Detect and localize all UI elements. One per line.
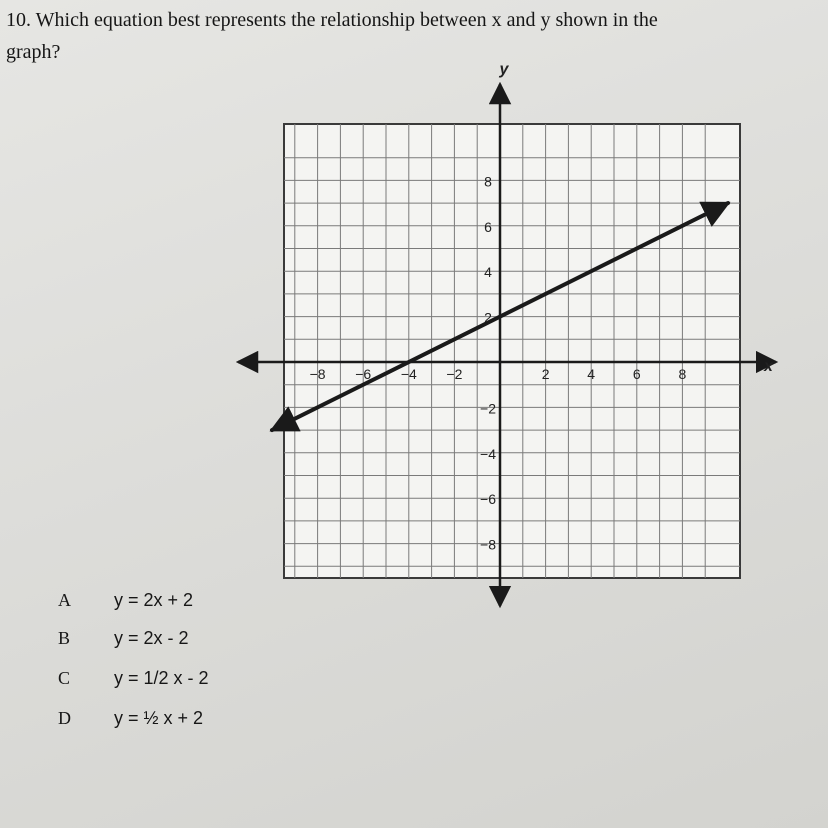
- choice-a-letter: A: [58, 590, 71, 610]
- y-tick-label: −6: [480, 491, 496, 508]
- choice-c-letter: C: [58, 668, 71, 688]
- question-line-1: 10. Which equation best represents the relationship between x and y shown in the: [6, 9, 658, 31]
- y-axis-name: y: [499, 61, 509, 78]
- choice-d-equation: y = ½ x + 2: [114, 708, 204, 728]
- x-tick-label: 2: [541, 366, 550, 382]
- x-tick-label: 8: [678, 366, 687, 382]
- y-tick-label: 6: [484, 218, 492, 235]
- x-axis-name: x: [764, 358, 773, 375]
- x-tick-label: −2: [446, 366, 463, 382]
- x-tick-label: 6: [632, 366, 641, 382]
- y-tick-label: −2: [480, 400, 496, 417]
- y-tick-label: 8: [484, 173, 492, 190]
- x-tick-label: −8: [309, 366, 326, 382]
- x-tick-label: 4: [587, 366, 596, 382]
- question-line-2: graph?: [6, 41, 61, 63]
- y-tick-label: −4: [480, 445, 496, 462]
- grid-frame: [284, 124, 740, 578]
- choice-b-equation: y = 2x - 2: [114, 628, 189, 648]
- y-tick-label: 4: [484, 264, 492, 281]
- x-tick-label: −4: [400, 366, 417, 382]
- x-tick-label: −6: [355, 366, 372, 382]
- choice-d-letter: D: [58, 708, 71, 728]
- choice-b-letter: B: [58, 628, 71, 648]
- grid: [284, 124, 740, 578]
- y-tick-label: −8: [480, 536, 496, 553]
- choice-c-equation: y = 1/2 x - 2: [114, 668, 209, 688]
- choice-a-equation: y = 2x + 2: [114, 590, 194, 610]
- y-tick-label: 2: [484, 309, 492, 326]
